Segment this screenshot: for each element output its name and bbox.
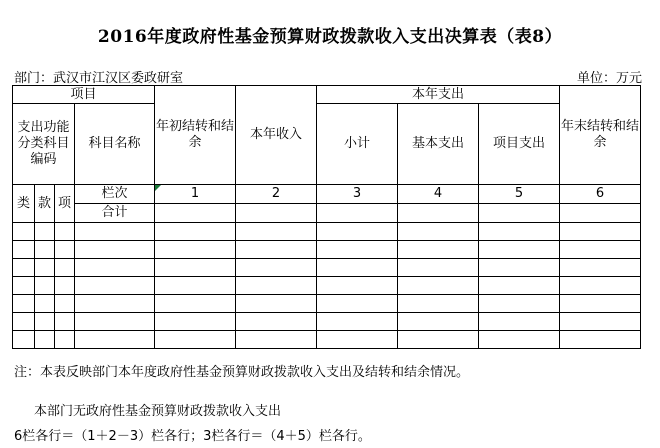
- header-project-expense: 项目支出: [479, 104, 560, 185]
- table-cell: [155, 295, 236, 313]
- header-current-year-expense: 本年支出: [317, 86, 560, 104]
- table-cell: [317, 259, 398, 277]
- table-cell: [560, 313, 641, 331]
- table-cell: [479, 223, 560, 241]
- table-cell: [13, 241, 35, 259]
- table-row: [13, 259, 641, 277]
- unit-label: 单位：万元: [576, 71, 642, 86]
- table-cell: [398, 223, 479, 241]
- table-cell: [479, 241, 560, 259]
- table-cell: [560, 259, 641, 277]
- column-number: 3: [317, 185, 398, 204]
- table-cell: [35, 223, 55, 241]
- table-cell: [398, 277, 479, 295]
- table-cell: [55, 277, 75, 295]
- table-cell: [236, 277, 317, 295]
- table-cell: [398, 331, 479, 349]
- table-cell: [317, 277, 398, 295]
- table-cell: [398, 204, 479, 223]
- table-cell: [75, 241, 155, 259]
- budget-table: [12, 85, 641, 349]
- header-func-class-code: 支出功能分类科目编码: [13, 104, 75, 185]
- table-cell: [75, 331, 155, 349]
- department-label: 部门：武汉市江汉区委政研室: [14, 71, 184, 86]
- table-cell: [317, 295, 398, 313]
- column-number: 1: [155, 185, 236, 204]
- note-formula: 6栏各行＝（1＋2－3）栏各行；3栏各行＝（4＋5）栏各行。: [14, 429, 371, 444]
- table-cell: [560, 331, 641, 349]
- table-cell: [236, 223, 317, 241]
- table-cell: [317, 223, 398, 241]
- table-cell: [155, 204, 236, 223]
- table-row: [13, 295, 641, 313]
- table-cell: [13, 277, 35, 295]
- report-title: 2016年度政府性基金预算财政拨款收入支出决算表（表8）: [97, 27, 563, 47]
- table-cell: [155, 313, 236, 331]
- table-cell: [35, 313, 55, 331]
- table-cell: [398, 295, 479, 313]
- header-subject-name: 科目名称: [75, 104, 155, 185]
- table-row: [13, 241, 641, 259]
- header-xiang: 项: [55, 185, 75, 223]
- table-row: [13, 223, 641, 241]
- table-cell: [236, 313, 317, 331]
- table-cell: [75, 313, 155, 331]
- table-cell: [55, 331, 75, 349]
- table-cell: [236, 259, 317, 277]
- table-cell: [317, 241, 398, 259]
- table-cell: [398, 241, 479, 259]
- table-cell: [55, 295, 75, 313]
- table-cell: [236, 241, 317, 259]
- table-cell: [35, 295, 55, 313]
- table-cell: [560, 277, 641, 295]
- table-cell: [479, 259, 560, 277]
- table-cell: [75, 295, 155, 313]
- table-cell: [560, 223, 641, 241]
- table-cell: [398, 313, 479, 331]
- column-number: 5: [479, 185, 560, 204]
- table-cell: [75, 223, 155, 241]
- table-cell: [13, 313, 35, 331]
- header-basic-expense: 基本支出: [398, 104, 479, 185]
- table-cell: [479, 295, 560, 313]
- table-cell: [55, 241, 75, 259]
- column-row-label: 栏次: [75, 185, 155, 204]
- header-current-income: 本年收入: [236, 86, 317, 185]
- note-no-funds: 本部门无政府性基金预算财政拨款收入支出: [34, 404, 282, 419]
- header-subtotal: 小计: [317, 104, 398, 185]
- table-cell: [13, 259, 35, 277]
- table-row: [13, 277, 641, 295]
- header-end-balance: 年末结转和结余: [560, 86, 641, 185]
- column-number: 6: [560, 185, 641, 204]
- table-cell: [317, 331, 398, 349]
- table-cell: [317, 313, 398, 331]
- table-cell: [479, 331, 560, 349]
- table-cell: [317, 204, 398, 223]
- table-row: [13, 313, 641, 331]
- header-begin-balance: 年初结转和结余: [155, 86, 236, 185]
- table-cell: [13, 295, 35, 313]
- note-description: 注：本表反映部门本年度政府性基金预算财政拨款收入支出及结转和结余情况。: [14, 365, 470, 380]
- table-cell: [236, 331, 317, 349]
- table-cell: [560, 295, 641, 313]
- table-cell: [35, 241, 55, 259]
- empty-rows: [13, 223, 641, 349]
- table-cell: [479, 277, 560, 295]
- header-project: 项目: [13, 86, 155, 104]
- table-cell: [155, 277, 236, 295]
- table-cell: [479, 313, 560, 331]
- table-cell: [55, 259, 75, 277]
- table-cell: [13, 331, 35, 349]
- table-cell: [55, 223, 75, 241]
- table-row: [13, 331, 641, 349]
- table-cell: [155, 331, 236, 349]
- table-cell: [560, 241, 641, 259]
- header-lei: 类: [13, 185, 35, 223]
- table-cell: [398, 259, 479, 277]
- table-cell: [35, 259, 55, 277]
- table-cell: [236, 295, 317, 313]
- header-kuan: 款: [35, 185, 55, 223]
- table-cell: [13, 223, 35, 241]
- table-cell: [35, 277, 55, 295]
- table-cell: [479, 204, 560, 223]
- table-cell: [75, 259, 155, 277]
- column-number: 2: [236, 185, 317, 204]
- table-cell: [155, 241, 236, 259]
- table-cell: [75, 277, 155, 295]
- table-cell: [560, 204, 641, 223]
- column-number: 4: [398, 185, 479, 204]
- table-cell: [155, 223, 236, 241]
- total-row-label: 合计: [75, 204, 155, 223]
- table-cell: [155, 259, 236, 277]
- table-cell: [236, 204, 317, 223]
- table-cell: [55, 313, 75, 331]
- table-cell: [35, 331, 55, 349]
